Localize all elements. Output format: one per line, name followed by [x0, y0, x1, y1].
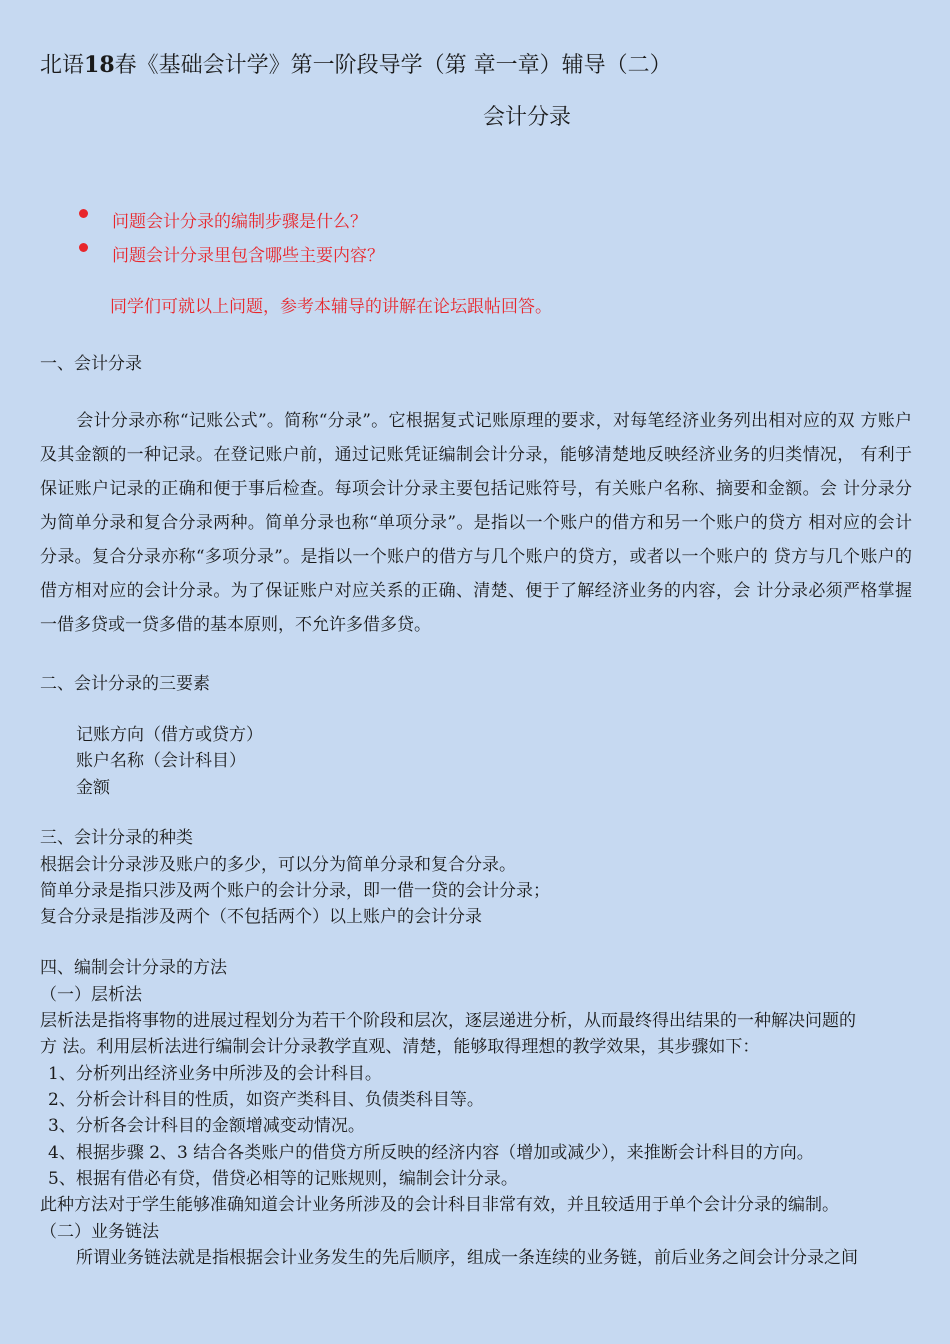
subsection-1-line-1: 层析法是指将事物的进展过程划分为若干个阶段和层次，逐层递进分析，从而最终得出结果的一种解决问题的 — [40, 1011, 856, 1031]
element-item-2: 账户名称（会计科目） — [76, 751, 246, 771]
section-3-line-3: 复合分录是指涉及两个（不包括两个）以上账户的会计分录 — [40, 907, 482, 927]
section-3-line-2: 简单分录是指只涉及两个账户的会计分录，即一借一贷的会计分录； — [40, 881, 550, 901]
section-4-heading: 四、编制会计分录的方法 — [40, 958, 227, 978]
document-subtitle: 会计分录 — [483, 105, 572, 130]
forum-prompt: 同学们可就以上问题，参考本辅导的讲解在论坛跟帖回答。 — [110, 297, 552, 317]
title-text-1: 北语 — [40, 53, 85, 78]
section-1-body — [40, 404, 912, 642]
subsection-2-heading: （二）业务链法 — [40, 1222, 159, 1242]
step-3: 3、分析各会计科目的金额增减变动情况。 — [48, 1116, 365, 1136]
subsection-1-line-2: 方 法。利用层析法进行编制会计分录教学直观、清楚，能够取得理想的教学效果，其步骤如下： — [40, 1037, 760, 1057]
title-text-2: 春《基础会计学》第一阶段导学（第 章一章）辅导（二） — [114, 53, 672, 78]
element-item-3: 金额 — [76, 778, 110, 798]
step-5: 5、根据有借必有贷，借贷必相等的记账规则，编制会计分录。 — [48, 1169, 518, 1189]
red-bullet-icon — [79, 209, 88, 218]
document-title — [40, 50, 672, 81]
section-3-line-1: 根据会计分录涉及账户的多少，可以分为简单分录和复合分录。 — [40, 855, 516, 875]
step-4: 4、根据步骤 2、3 结合各类账户的借贷方所反映的经济内容（增加或减少），来推断会计科目的方向。 — [48, 1143, 814, 1163]
section-1-heading: 一、会计分录 — [40, 354, 142, 374]
subsection-1-conclusion: 此种方法对于学生能够准确知道会计业务所涉及的会计科目非常有效，并且较适用于单个会计分录的编制。 — [40, 1195, 839, 1215]
section-3-heading: 三、会计分录的种类 — [40, 828, 193, 848]
step-1: 1、分析列出经济业务中所涉及的会计科目。 — [48, 1064, 382, 1084]
element-item-1: 记账方向（借方或贷方） — [76, 725, 263, 745]
subsection-2-line-1: 所谓业务链法就是指根据会计业务发生的先后顺序，组成一条连续的业务链，前后业务之间会计分录之间 — [76, 1248, 858, 1268]
section-1-text: 会计分录亦称“记账公式”。简称“分录”。它根据复式记账原理的要求，对每笔经济业务列出相对应的双 方账户及其金额的一种记录。在登记账户前，通过记账凭证编制会计分录，能够清楚地反映经济业务的归类情况， 有利于保证账户记录的正确和便于事后检查。每项会计分录主要包括记账符号，有关账户名称、摘要和金额。会 计分录分为简单分录和复合分录两种。简单分录也称“单项分录”。是指以一个账户的借方和另一个账户的贷方 相对应的会计分录。复合分录亦称“多项分录”。是指以一个账户的借方与几个账户的贷方，或者以一个账户的 贷方与几个账户的借方相对应的会计分录。为了保证账户对应关系的正确、清楚、便于了解经济业务的内容，会 计分录必须严格掌握一借多贷或一贷多借的基本原则，不允许多借多贷。 — [40, 411, 912, 635]
step-2: 2、分析会计科目的性质，如资产类科目、负债类科目等。 — [48, 1090, 484, 1110]
section-2-heading: 二、会计分录的三要素 — [40, 674, 210, 694]
red-bullet-icon — [79, 243, 88, 252]
subsection-1-heading: （一）层析法 — [40, 985, 142, 1005]
question-2: 问题会计分录里包含哪些主要内容？ — [112, 246, 384, 266]
question-1: 问题会计分录的编制步骤是什么？ — [112, 212, 367, 232]
title-number: 18 — [84, 52, 115, 78]
